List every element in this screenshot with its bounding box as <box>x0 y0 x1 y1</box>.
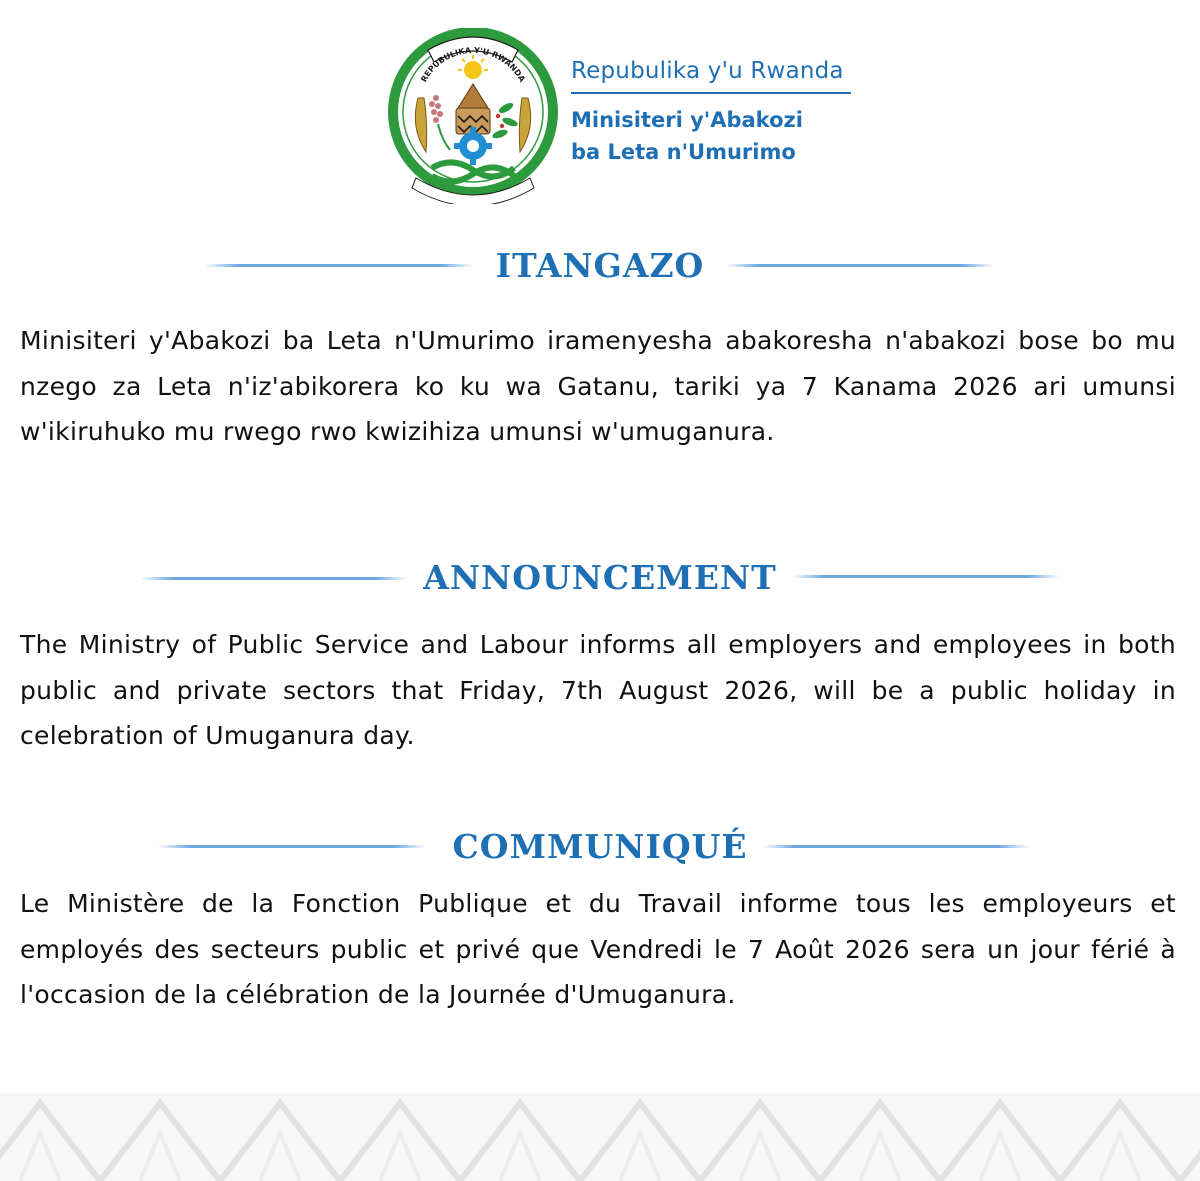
emblem-banner-text: REPUBULIKA Y'U RWANDA <box>419 45 527 84</box>
ministry-name-line1: Minisiteri y'Abakozi <box>571 108 803 132</box>
ministry-name-line2: ba Leta n'Umurimo <box>571 140 796 164</box>
imigongo-pattern-band <box>0 1093 1200 1181</box>
section-heading-itangazo: ITANGAZO <box>495 246 705 285</box>
section-english-body: The Ministry of Public Service and Labour informs all employers and employees in both public and private sectors that Friday, 7th August 2026, will be a public holiday in celebration of Umuganura day. <box>20 630 1176 750</box>
section-kinyarwanda-heading-row <box>0 244 1200 288</box>
ministry-divider <box>571 92 851 94</box>
ministry-identity <box>571 56 861 168</box>
section-heading-communique: COMMUNIQUÉ <box>452 827 748 866</box>
section-kinyarwanda-body: Minisiteri y'Abakozi ba Leta n'Umurimo iramenyesha abakoresha n'abakozi bose bo mu nzego za Leta n'iz'abikorera ko ku wa Gatanu, tariki ya 7 Kanama 2026 ari umunsi w'ikiruhuko mu rwego rwo kwizihiza umunsi w'umuganura. <box>20 326 1176 446</box>
section-french-body: Le Ministère de la Fonction Publique et du Travail informe tous les employeurs et employés des secteurs public et privé que Vendredi le 7 Août 2026 sera un jour férié à l'occasion de la célébration de la Journée d'Umuganura. <box>20 889 1176 1009</box>
section-english-heading-row <box>0 556 1200 600</box>
section-heading-announcement: ANNOUNCEMENT <box>423 558 777 597</box>
section-french-heading-row <box>0 825 1200 869</box>
imigongo-pattern-icon <box>0 1093 1200 1181</box>
letterhead <box>0 0 1200 230</box>
rwanda-coat-of-arms-icon <box>388 28 558 204</box>
republic-name: Repubulika y'u Rwanda <box>571 58 844 84</box>
